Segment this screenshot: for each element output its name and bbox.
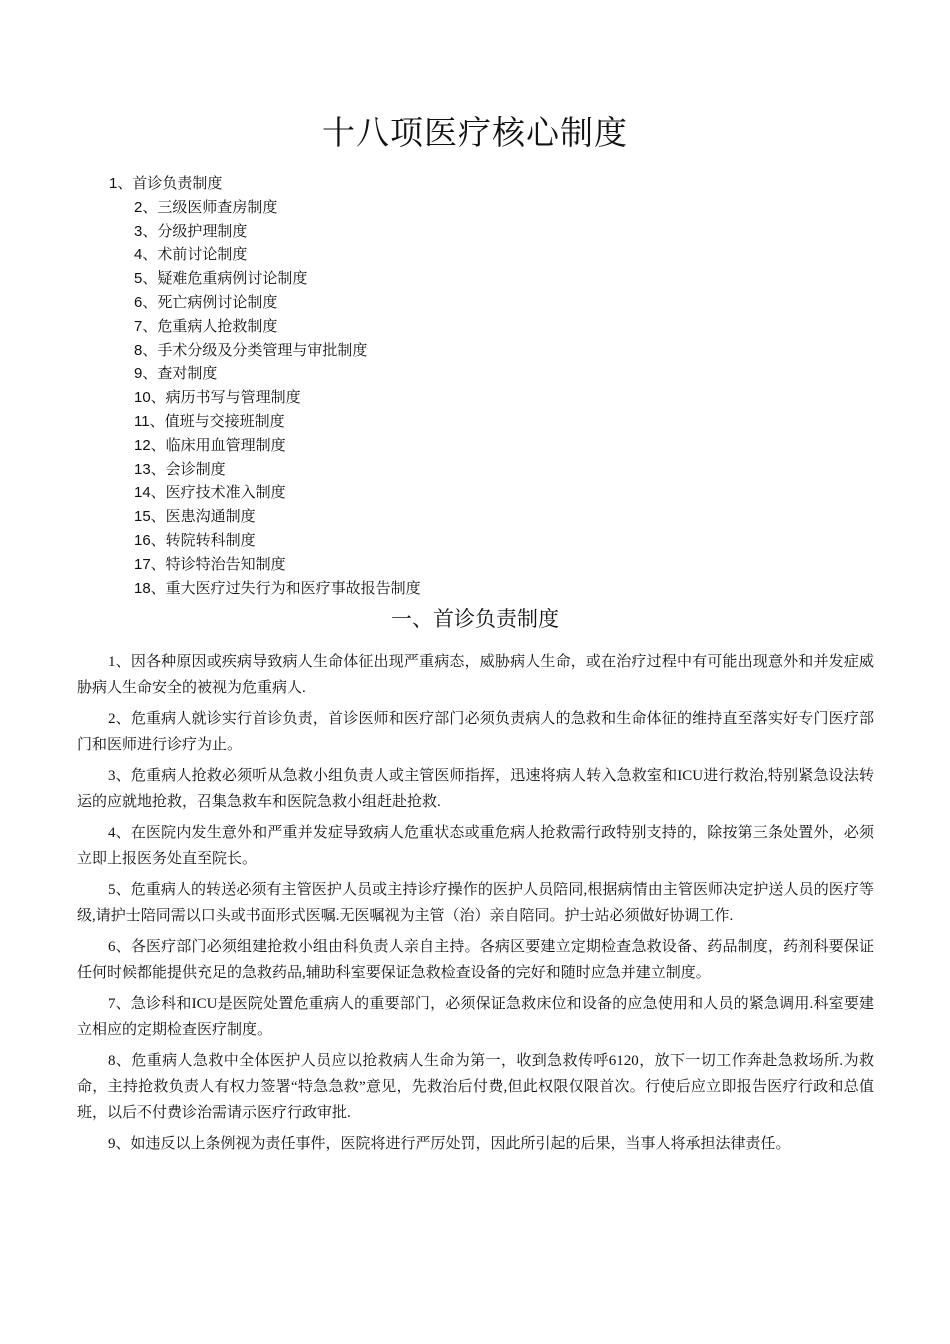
body-paragraph: 6、各医疗部门必须组建抢救小组由科负责人亲自主持。各病区要建立定期检查急救设备、药品制度，药剂科要保证任何时候都能提供充足的急救药品,辅助科室要保证急救检查设备的完好和随时应急并建立制度。 xyxy=(77,939,874,981)
toc-item: 8、手术分级及分类管理与审批制度 xyxy=(134,341,368,359)
toc-item: 9、查对制度 xyxy=(134,365,218,383)
toc-item: 4、术前讨论制度 xyxy=(134,246,248,264)
body-paragraph: 4、在医院内发生意外和严重并发症导致病人危重状态或重危病人抢救需行政特别支持的，除按第三条处置外，必须立即上报医务处直至院长。 xyxy=(77,825,874,867)
toc-item: 17、特诊特治告知制度 xyxy=(134,555,286,573)
toc-item: 6、死亡病例讨论制度 xyxy=(134,293,278,311)
body-paragraph: 5、危重病人的转送必须有主管医护人员或主持诊疗操作的医护人员陪同,根据病情由主管医师决定护送人员的医疗等级,请护士陪同需以口头或书面形式医嘱.无医嘱视为主管（治）亲自陪同。护士站必须做好协调工作. xyxy=(77,882,874,924)
body-paragraph: 2、危重病人就诊实行首诊负责，首诊医师和医疗部门必须负责病人的急救和生命体征的维持直至落实好专门医疗部门和医师进行诊疗为止。 xyxy=(77,711,874,753)
body-paragraph: 1、因各种原因或疾病导致病人生命体征出现严重病态，威胁病人生命，或在治疗过程中有可能出现意外和并发症威胁病人生命安全的被视为危重病人. xyxy=(77,654,874,696)
toc-item: 18、重大医疗过失行为和医疗事故报告制度 xyxy=(134,579,421,597)
toc-item: 12、临床用血管理制度 xyxy=(134,436,286,454)
toc-item: 11、值班与交接班制度 xyxy=(134,412,285,430)
toc-item: 13、会诊制度 xyxy=(134,460,226,478)
toc-item: 3、分级护理制度 xyxy=(134,222,248,240)
toc-item: 15、医患沟通制度 xyxy=(134,508,256,526)
section-body xyxy=(77,649,874,1162)
toc-item: 10、病历书写与管理制度 xyxy=(134,389,301,407)
document-title: 十八项医疗核心制度 xyxy=(322,114,628,151)
section-heading: 一、首诊负责制度 xyxy=(391,607,559,631)
toc-item: 16、转院转科制度 xyxy=(134,531,256,549)
body-paragraph: 9、如违反以上条例视为责任事件，医院将进行严厉处罚，因此所引起的后果，当事人将承担法律责任。 xyxy=(108,1136,791,1152)
body-paragraph: 3、危重病人抢救必须听从急救小组负责人或主管医师指挥，迅速将病人转入急救室和ICU进行救治,特别紧急设法转运的应就地抢救，召集急救车和医院急救小组赶赴抢救. xyxy=(77,768,874,810)
toc-item: 5、疑难危重病例讨论制度 xyxy=(134,270,308,288)
body-paragraph: 8、危重病人急救中全体医护人员应以抢救病人生命为第一，收到急救传呼6120，放下一切工作奔赴急救场所.为救命，主持抢救负责人有权力签署“特急急救”意见，先救治后付费,但此权限仅限首次。行使后应立即报告医疗行政和总值班，以后不付费诊治需请示医疗行政审批. xyxy=(77,1053,874,1121)
table-of-contents xyxy=(0,172,950,600)
toc-item: 1、首诊负责制度 xyxy=(109,175,223,192)
toc-item: 14、医疗技术准入制度 xyxy=(134,484,286,502)
body-paragraph: 7、急诊科和ICU是医院处置危重病人的重要部门，必须保证急救床位和设备的应急使用和人员的紧急调用.科室要建立相应的定期检查医疗制度。 xyxy=(77,996,874,1038)
toc-item: 2、三级医师查房制度 xyxy=(134,198,278,216)
toc-item: 7、危重病人抢救制度 xyxy=(134,317,278,335)
